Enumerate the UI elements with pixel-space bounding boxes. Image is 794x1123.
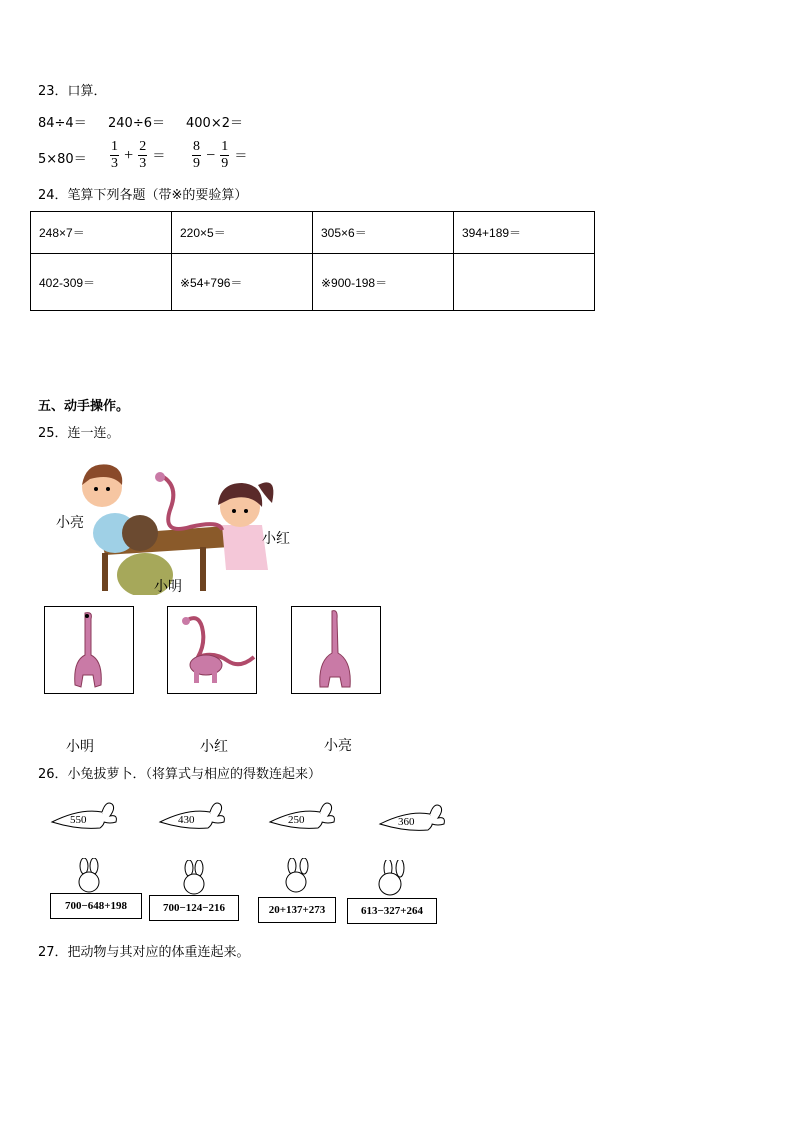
expression-box-4: 613−327+264 [347, 898, 437, 924]
q23-fraction-expr-2: $\frac{8}{9}$ − $\frac{1}{9}$ ＝ [193, 139, 248, 171]
carrot-value: 360 [398, 816, 415, 828]
carrot-value: 550 [70, 814, 87, 826]
q23-item-2: 240÷6＝ [108, 116, 165, 131]
section-title: 五、动手操作。 [38, 399, 130, 414]
answer-label-2: 小红 [200, 739, 228, 755]
dino-front-view [45, 607, 133, 693]
dino-back-view [292, 607, 380, 693]
table-cell: 394+189＝ [454, 212, 595, 254]
q23-fraction-expr-1: $\frac{1}{3}$ + $\frac{2}{3}$ ＝ [111, 139, 166, 171]
carrot-2 [158, 796, 228, 840]
carrot-3 [268, 796, 338, 840]
q25-title: 25．连一连。 [38, 426, 120, 441]
children-playing-illustration [50, 455, 290, 595]
table-cell: 220×5＝ [172, 212, 313, 254]
table-cell: 305×6＝ [313, 212, 454, 254]
answer-label-3: 小亮 [324, 738, 352, 754]
scene-label-xiaoliang: 小亮 [56, 515, 84, 531]
expression-box-2: 700−124−216 [149, 895, 239, 921]
carrot-value: 430 [178, 814, 195, 826]
rabbit-icon [274, 858, 318, 894]
fraction: $\frac{2}{3}$ [139, 139, 147, 171]
dino-view-box-3 [291, 606, 381, 694]
table-cell [454, 254, 595, 311]
dino-side-view [168, 607, 256, 693]
scene-label-xiaoming: 小明 [154, 579, 182, 595]
fraction: $\frac{1}{3}$ [111, 139, 118, 171]
dino-view-box-2 [167, 606, 257, 694]
q24-title: 24．笔算下列各题（带※的要验算） [38, 188, 248, 203]
expression-box-1: 700−648+198 [50, 893, 142, 919]
carrot-1 [50, 796, 120, 840]
table-cell: 402-309＝ [31, 254, 172, 311]
rabbit-icon [70, 858, 114, 894]
dino-view-box-1 [44, 606, 134, 694]
q23-item-1: 84÷4＝ [38, 116, 87, 131]
fraction: $\frac{8}{9}$ [193, 139, 200, 171]
scene-label-xiaohong: 小红 [262, 531, 290, 547]
expression-box-3: 20+137+273 [258, 897, 336, 923]
table-row [31, 212, 595, 254]
table-cell: ※900-198＝ [313, 254, 454, 311]
fraction: $\frac{1}{9}$ [221, 139, 229, 171]
rabbit-icon [175, 860, 215, 896]
table-cell: 248×7＝ [31, 212, 172, 254]
carrot-value: 250 [288, 814, 305, 826]
carrot-4 [378, 798, 448, 842]
calc-table [30, 211, 595, 311]
rabbit-icon [366, 860, 414, 896]
table-cell: ※54+796＝ [172, 254, 313, 311]
answer-label-1: 小明 [66, 739, 94, 755]
q27-title: 27．把动物与其对应的体重连起来。 [38, 945, 250, 960]
q23-item-4: 5×80＝ [38, 152, 87, 167]
q23-title: 23．口算． [38, 84, 107, 99]
q23-item-3: 400×2＝ [186, 116, 243, 131]
q26-title: 26．小兔拔萝卜．（将算式与相应的得数连起来） [38, 767, 322, 782]
table-row [31, 254, 595, 311]
